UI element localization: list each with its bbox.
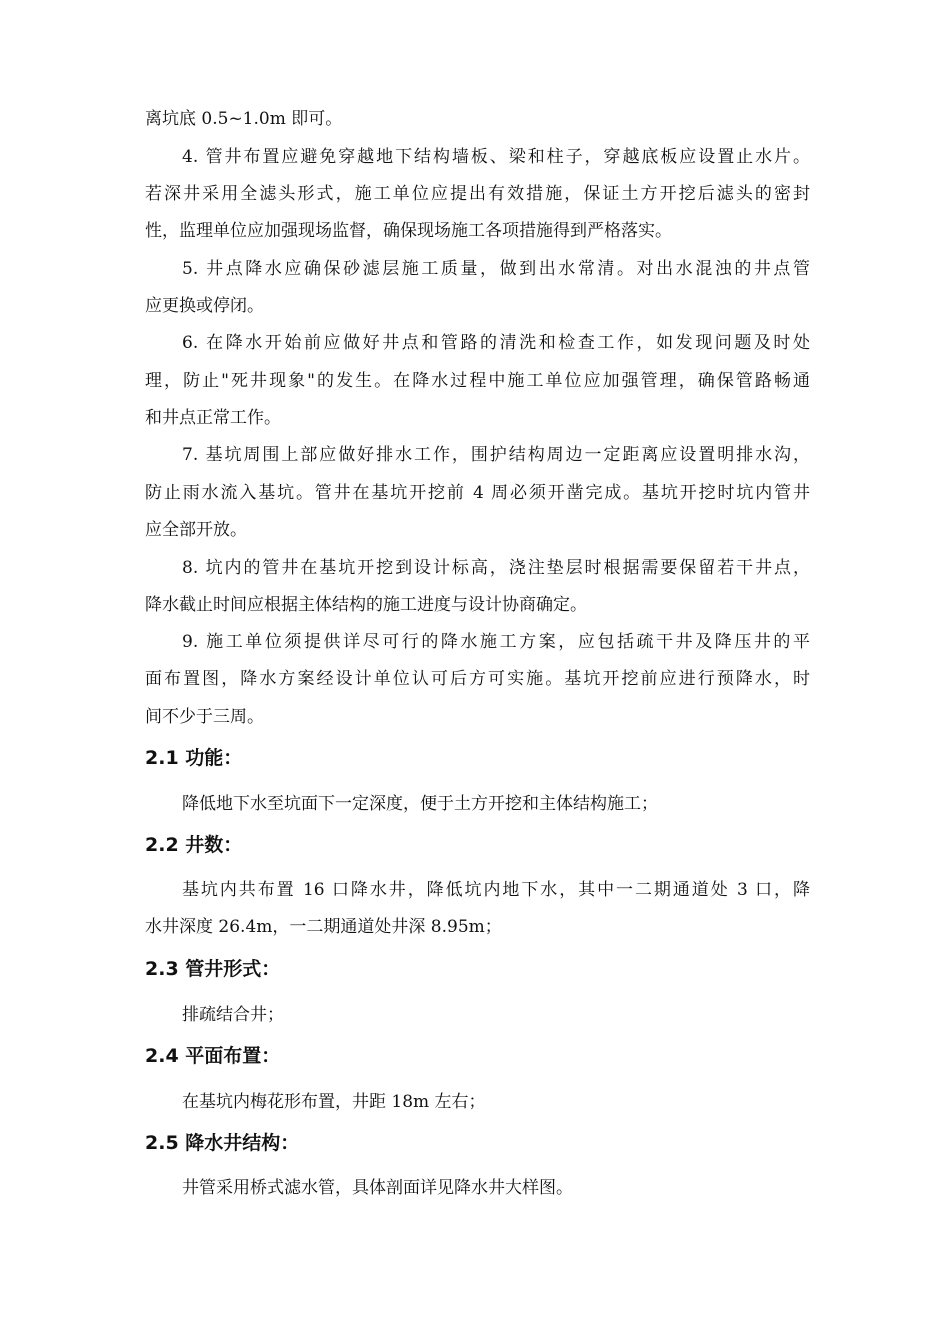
paragraph-line: 防止雨水流入基坑。管井在基坑开挖前 4 周必须开凿完成。基坑开挖时坑内管井 — [145, 483, 810, 503]
paragraph-line: 降水截止时间应根据主体结构的施工进度与设计协商确定。 — [145, 595, 587, 615]
paragraph-line: 9. 施工单位须提供详尽可行的降水施工方案，应包括疏干井及降压井的平 — [182, 632, 810, 652]
section-heading: 2.5 降水井结构： — [145, 1132, 300, 1154]
section-body-line: 排疏结合井； — [182, 1005, 284, 1025]
section-body-line: 井管采用桥式滤水管，具体剖面详见降水井大样图。 — [182, 1178, 573, 1198]
paragraph-line: 8. 坑内的管井在基坑开挖到设计标高，浇注垫层时根据需要保留若干井点， — [182, 558, 810, 578]
section-heading: 2.2 井数： — [145, 834, 243, 856]
paragraph-line: 4. 管井布置应避免穿越地下结构墙板、梁和柱子，穿越底板应设置止水片。 — [182, 147, 810, 167]
paragraph-line: 6. 在降水开始前应做好井点和管路的清洗和检查工作，如发现问题及时处 — [182, 333, 810, 353]
paragraph-line: 应更换或停闭。 — [145, 296, 264, 316]
section-body-line: 在基坑内梅花形布置，井距 18m 左右； — [182, 1092, 486, 1112]
paragraph-line: 和井点正常工作。 — [145, 408, 281, 428]
section-heading: 2.4 平面布置： — [145, 1045, 281, 1067]
paragraph-line: 面布置图，降水方案经设计单位认可后方可实施。基坑开挖前应进行预降水，时 — [145, 669, 810, 689]
section-heading: 2.3 管井形式： — [145, 958, 281, 980]
section-heading: 2.1 功能： — [145, 747, 243, 769]
section-body-line: 基坑内共布置 16 口降水井，降低坑内地下水，其中一二期通道处 3 口，降 — [182, 880, 810, 900]
paragraph-line: 5. 井点降水应确保砂滤层施工质量，做到出水常清。对出水混浊的井点管 — [182, 259, 810, 279]
paragraph-line: 性，监理单位应加强现场监督，确保现场施工各项措施得到严格落实。 — [145, 221, 672, 241]
paragraph-line: 若深井采用全滤头形式，施工单位应提出有效措施，保证土方开挖后滤头的密封 — [145, 184, 810, 204]
section-body-line: 水井深度 26.4m，一二期通道处井深 8.95m； — [145, 917, 502, 937]
paragraph-line: 间不少于三周。 — [145, 707, 264, 727]
paragraph-line: 理，防止"死井现象"的发生。在降水过程中施工单位应加强管理，确保管路畅通 — [145, 371, 810, 391]
paragraph-line: 7. 基坑周围上部应做好排水工作，围护结构周边一定距离应设置明排水沟， — [182, 445, 810, 465]
paragraph-line: 离坑底 0.5~1.0m 即可。 — [145, 109, 343, 129]
section-body-line: 降低地下水至坑面下一定深度，便于土方开挖和主体结构施工； — [182, 794, 658, 814]
paragraph-line: 应全部开放。 — [145, 520, 247, 540]
